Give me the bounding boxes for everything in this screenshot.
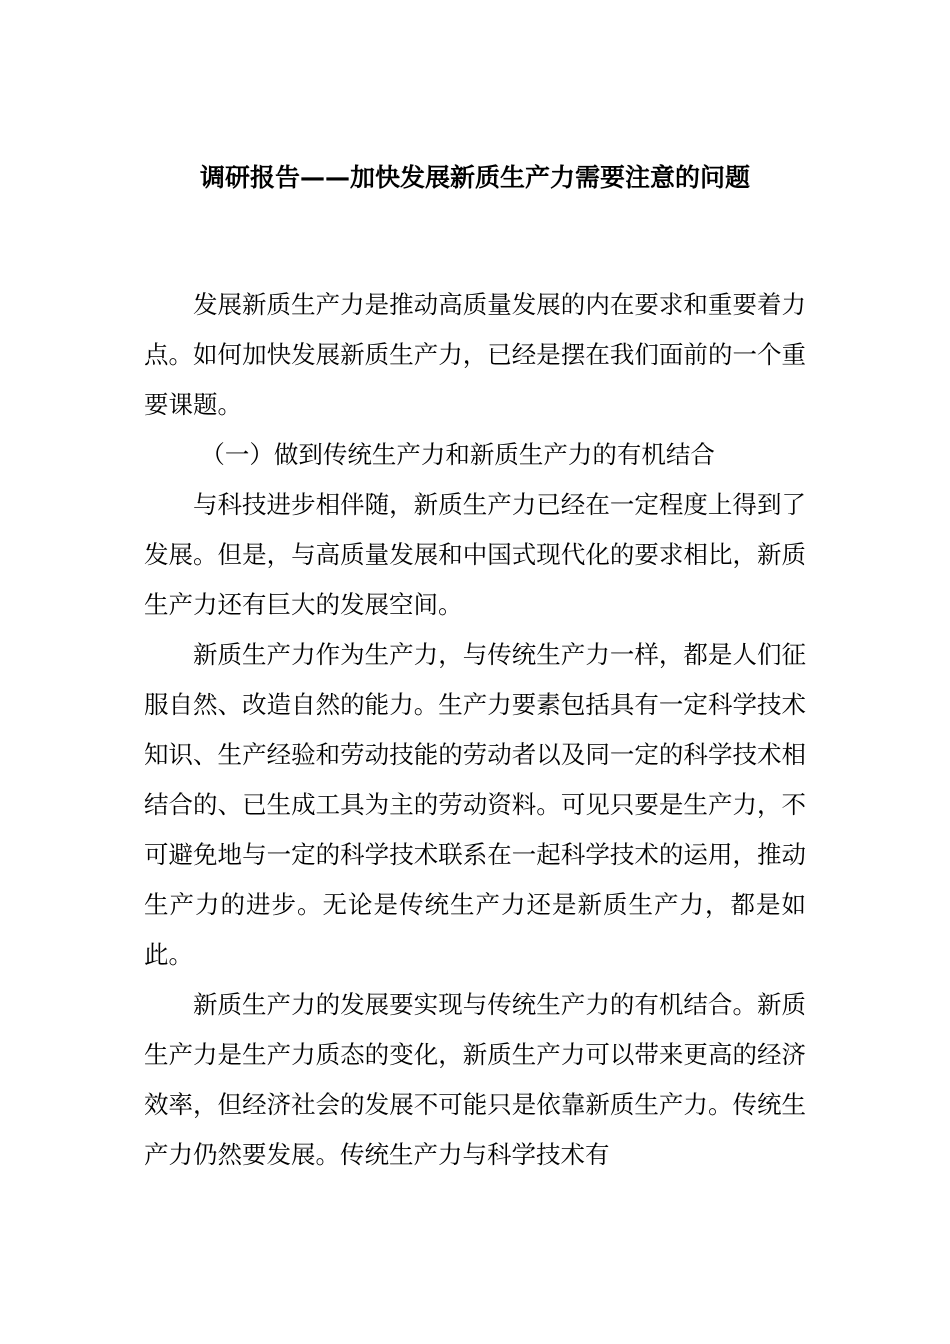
paragraph-combination: 新质生产力的发展要实现与传统生产力的有机结合。新质生产力是生产力质态的变化，新质生产力可以带来更高的经济效率，但经济社会的发展不可能只是依靠新质生产力。传统生产力仍然要发展。传统生产力与科学技术有 [144,990,806,1169]
document-body [144,280,806,1180]
paragraph-intro: 发展新质生产力是推动高质量发展的内在要求和重要着力点。如何加快发展新质生产力，已经是摆在我们面前的一个重要课题。 [144,290,806,419]
section-heading-1: （一）做到传统生产力和新质生产力的有机结合 [200,440,715,469]
paragraph-productivity-definition: 新质生产力作为生产力，与传统生产力一样，都是人们征服自然、改造自然的能力。生产力要素包括具有一定科学技术知识、生产经验和劳动技能的劳动者以及同一定的科学技术相结合的、已生成工具为主的劳动资料。可见只要是生产力，不可避免地与一定的科学技术联系在一起科学技术的运用，推动生产力的进步。无论是传统生产力还是新质生产力，都是如此。 [144,640,806,969]
document-title: 调研报告——加快发展新质生产力需要注意的问题 [199,163,750,192]
paragraph-tech-progress: 与科技进步相伴随，新质生产力已经在一定程度上得到了发展。但是，与高质量发展和中国式现代化的要求相比，新质生产力还有巨大的发展空间。 [144,490,806,619]
